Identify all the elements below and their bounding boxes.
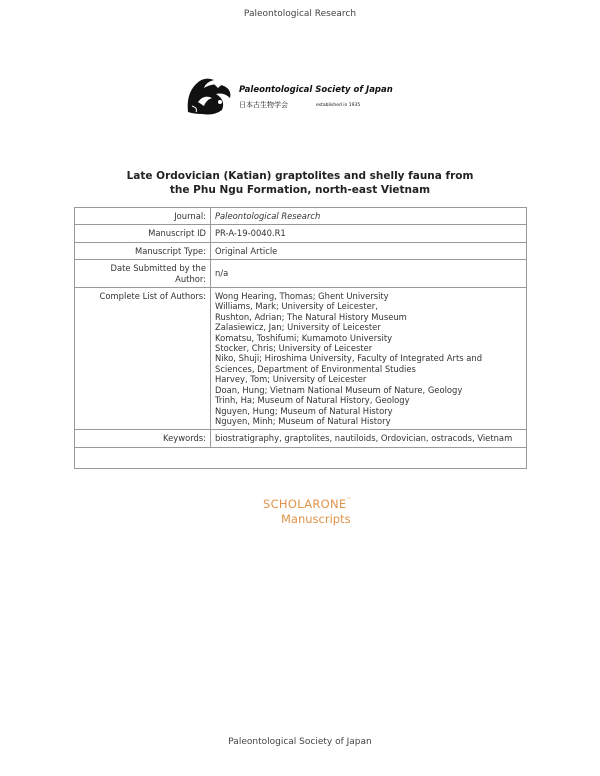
keywords-label: Keywords: [75,430,211,447]
society-logo [184,72,424,118]
author-line: Niko, Shuji; Hiroshima University, Faculty of Integrated Arts and [215,353,483,364]
author-line: Komatsu, Toshifumi; Kumamoto University [215,332,393,343]
author-line: Stocker, Chris; University of Leicester [215,343,373,354]
author-line: Zalasiewicz, Jan; University of Leicester [215,322,381,333]
page-footer: Paleontological Society of Japan [228,737,372,747]
author-line: Doan, Hung; Vietnam National Museum of Nature, Geology [215,384,463,395]
trademark-symbol: ™ [346,497,352,503]
scholarone-wordmark [263,497,383,511]
date-submitted-row [75,260,527,288]
keywords-value: biostratigraphy, graptolites, nautiloids, Ordovician, ostracods, Vietnam [211,430,527,447]
author-line: Rushton, Adrian; The Natural History Museum [215,311,407,322]
author-line: Sciences, Department of Environmental Studies [215,363,416,374]
journal-label: Journal: [75,208,211,225]
manuscript-info-table [74,207,527,469]
society-name: Paleontological Society of Japan [239,85,393,95]
bird-fossil-logo-icon [184,72,236,118]
date-submitted-label-line2: Author: [175,273,206,284]
author-line: Nguyen, Minh; Museum of Natural History [215,415,391,426]
author-line: Nguyen, Hung; Museum of Natural History [215,405,393,416]
scholarone-name: SCHOLARONE [263,497,347,511]
scholarone-logo [263,497,383,526]
empty-row [75,447,527,468]
authors-label: Complete List of Authors: [75,288,211,430]
author-line: Wong Hearing, Thomas; Ghent University [215,291,389,302]
author-line: Trinh, Ha; Museum of Natural History, Geology [215,395,410,406]
manuscript-id-value: PR-A-19-0040.R1 [211,225,527,242]
empty-cell [75,447,527,468]
established-year: established in 1935 [316,103,361,108]
manuscript-type-label: Manuscript Type: [75,242,211,259]
manuscript-id-label: Manuscript ID [75,225,211,242]
journal-value: Paleontological Research [211,208,527,225]
manuscript-id-row [75,225,527,242]
society-japanese-name: 日本古生物学会 [239,101,288,109]
keywords-row [75,430,527,447]
journal-row [75,208,527,225]
paper-title [0,169,600,197]
author-line: Williams, Mark; University of Leicester, [215,301,378,312]
page-header: Paleontological Research [243,9,357,19]
authors-list [211,288,527,430]
paper-title-line2: the Phu Ngu Formation, north-east Vietnam [169,184,431,196]
date-submitted-label [75,260,211,288]
date-submitted-label-line1: Date Submitted by the [110,263,206,274]
author-line: Harvey, Tom; University of Leicester [215,374,367,385]
paper-title-line1: Late Ordovician (Katian) graptolites and shelly fauna from [126,170,474,182]
scholarone-manuscripts: Manuscripts [281,512,351,526]
manuscript-type-value: Original Article [211,242,527,259]
authors-row [75,288,527,430]
manuscript-type-row [75,242,527,259]
date-submitted-value: n/a [211,260,527,288]
